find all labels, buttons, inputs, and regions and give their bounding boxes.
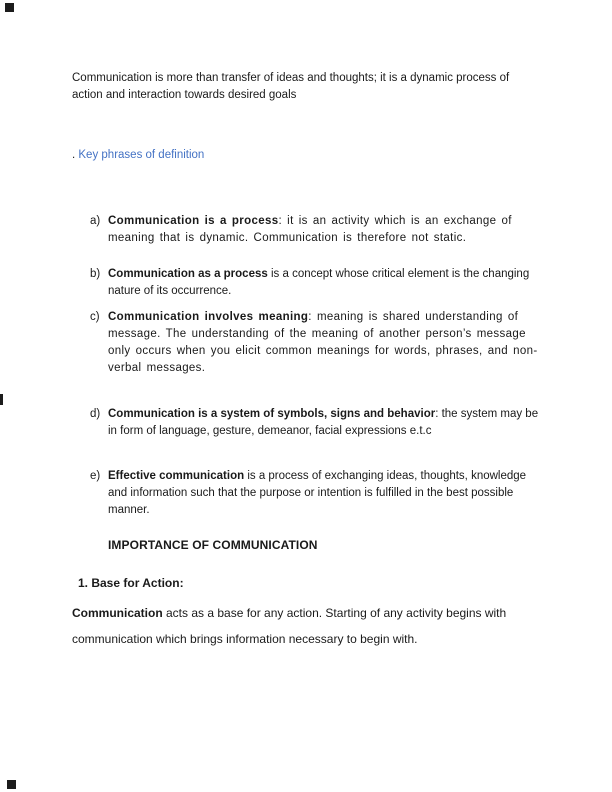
section-heading: IMPORTANCE OF COMMUNICATION: [108, 538, 318, 552]
list-rest: is a concept whose critical element is the changing nature of its occurrence.: [108, 268, 530, 297]
list-item-b: [90, 266, 540, 300]
list-rest: : the system may be in form of language, gesture, demeanor, facial expressions e.t.c: [108, 408, 539, 437]
intro-paragraph: Communication is more than transfer of ideas and thoughts; it is a dynamic process of action and interaction towards desired goals: [72, 72, 510, 101]
list-marker: b): [90, 268, 101, 280]
list-marker: d): [90, 408, 101, 420]
list-item-c: [90, 309, 540, 377]
list-text: [108, 406, 540, 440]
list-marker: e): [90, 470, 101, 482]
list-term: Communication as a process: [108, 268, 268, 280]
scan-artifact-top-left: [5, 3, 14, 12]
body-rest: acts as a base for any action. Starting of any activity begins with communication which brings information necessary to begin with.: [72, 606, 507, 646]
key-phrases-link[interactable]: Key phrases of definition: [78, 149, 205, 161]
scan-artifact-left-edge: [0, 394, 3, 405]
list-term: Communication is a process: [108, 215, 279, 227]
list-marker: a): [90, 215, 101, 227]
list-item-a: [90, 213, 540, 247]
body-paragraph: [72, 600, 540, 652]
point-heading: 1. Base for Action:: [78, 576, 184, 590]
body-term: Communication: [72, 606, 163, 620]
list-text: [108, 309, 540, 377]
list-term: Communication is a system of symbols, signs and behavior: [108, 408, 436, 420]
key-phrases-prefix: .: [72, 149, 79, 161]
list-text: [108, 213, 540, 247]
list-term: Effective communication: [108, 470, 245, 482]
list-item-e: [90, 468, 540, 519]
key-phrases-line: [72, 147, 540, 164]
list-rest: is a process of exchanging ideas, thoughts, knowledge and information such that the purpose or intention is fulfilled in the best possible manner.: [108, 470, 527, 516]
list-text: [108, 468, 540, 519]
list-term: Communication involves meaning: [108, 311, 309, 323]
list-text: [108, 266, 540, 300]
list-rest: : it is an activity which is an exchange of meaning that is dynamic. Communication is therefore not static.: [108, 215, 512, 244]
scan-artifact-bottom-left: [7, 780, 16, 789]
list-rest: : meaning is shared understanding of message. The understanding of the meaning of another person’s message only occurs when you elicit common meanings for words, phrases, and non-verbal messages.: [108, 311, 538, 374]
definition-list: [90, 213, 540, 519]
list-item-d: [90, 406, 540, 440]
list-marker: c): [90, 311, 100, 323]
